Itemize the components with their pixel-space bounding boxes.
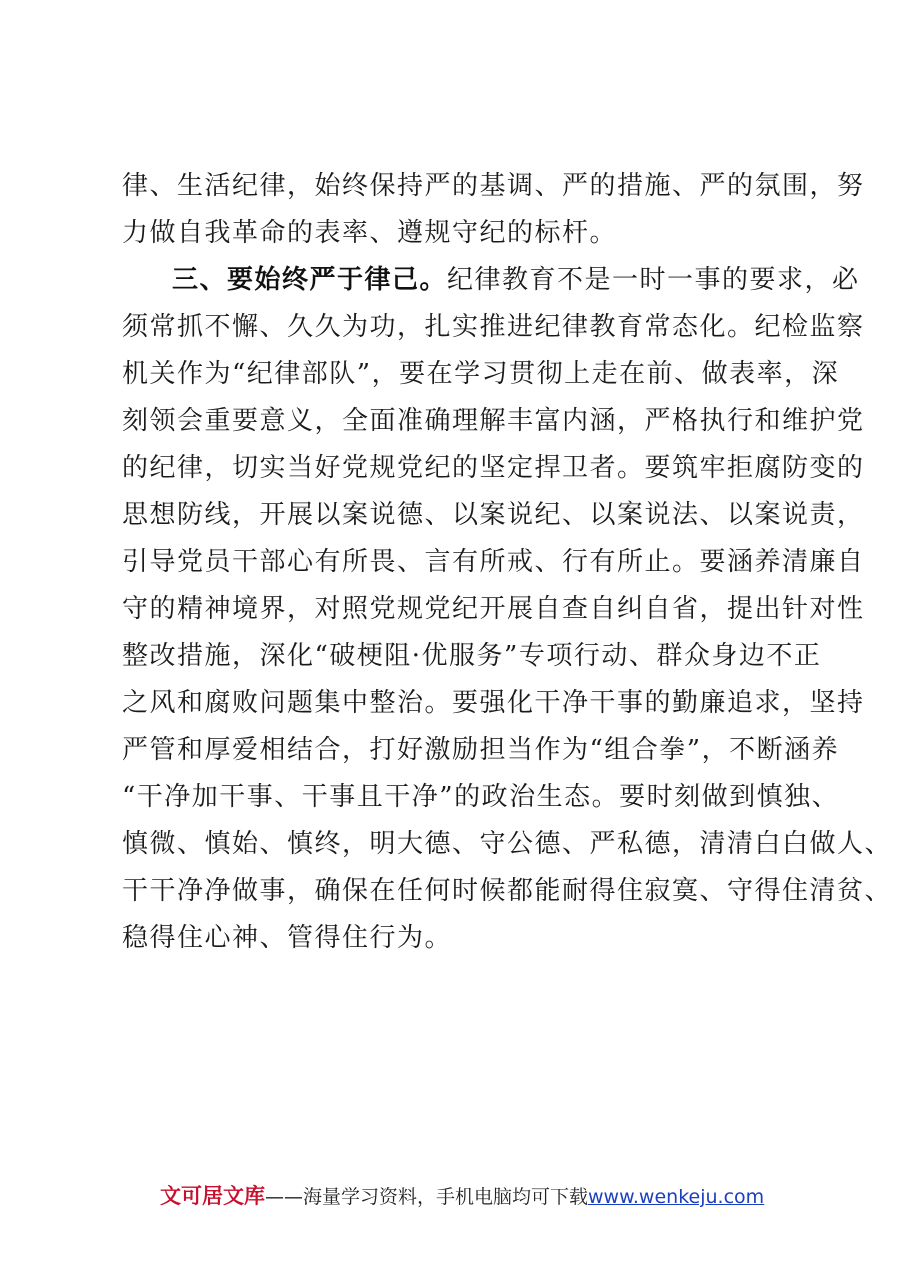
- footer-banner: [160, 1180, 780, 1212]
- body-line-1: 律、生活纪律，始终保持严的基调、严的措施、严的氛围，努: [122, 171, 865, 201]
- footer-tagline: ——海量学习资料，手机电脑均可下载: [265, 1186, 589, 1208]
- body-line-2: 力做自我革命的表率、遵规守纪的标杆。: [122, 218, 618, 248]
- body-line-6: 刻领会重要意义，全面准确理解丰富内涵，严格执行和维护党: [122, 406, 865, 436]
- body-line-14: “干净加干事、干事且干净”的政治生态。要时刻做到慎独、: [122, 782, 840, 812]
- footer-brand: 文可居文库: [160, 1184, 265, 1208]
- body-line-16: 干干净净做事，确保在任何时候都能耐得住寂寞、守得住清贫、: [122, 876, 893, 906]
- body-line-12: 之风和腐败问题集中整治。要强化干净干事的勤廉追求，坚持: [122, 688, 865, 718]
- body-line-13: 严管和厚爱相结合，打好激励担当作为“组合拳”，不断涵养: [122, 735, 840, 765]
- body-line-4: 须常抓不懈、久久为功，扎实推进纪律教育常态化。纪检监察: [122, 312, 865, 342]
- body-line-15: 慎微、慎始、慎终，明大德、守公德、严私德，清清白白做人、: [122, 829, 893, 859]
- section-heading: 三、要始终严于律己。: [172, 265, 448, 295]
- paragraph-3-first-line: [172, 257, 860, 304]
- footer-url-link[interactable]: www.wenkeju.com: [588, 1186, 765, 1208]
- body-line-8: 思想防线，开展以案说德、以案说纪、以案说法、以案说责，: [122, 500, 865, 530]
- body-line-7: 的纪律，切实当好党规党纪的坚定捍卫者。要筑牢拒腐防变的: [122, 453, 865, 483]
- body-line-9: 引导党员干部心有所畏、言有所戒、行有所止。要涵养清廉自: [122, 547, 865, 577]
- body-line-10: 守的精神境界，对照党规党纪开展自查自纠自省，提出针对性: [122, 594, 865, 624]
- body-line-11: 整改措施，深化“破梗阻·优服务”专项行动、群众身边不正: [122, 641, 822, 671]
- body-line-3: 纪律教育不是一时一事的要求，必: [447, 265, 860, 295]
- body-line-17: 稳得住心神、管得住行为。: [122, 923, 453, 953]
- body-line-5: 机关作为“纪律部队”，要在学习贯彻上走在前、做表率，深: [122, 359, 840, 389]
